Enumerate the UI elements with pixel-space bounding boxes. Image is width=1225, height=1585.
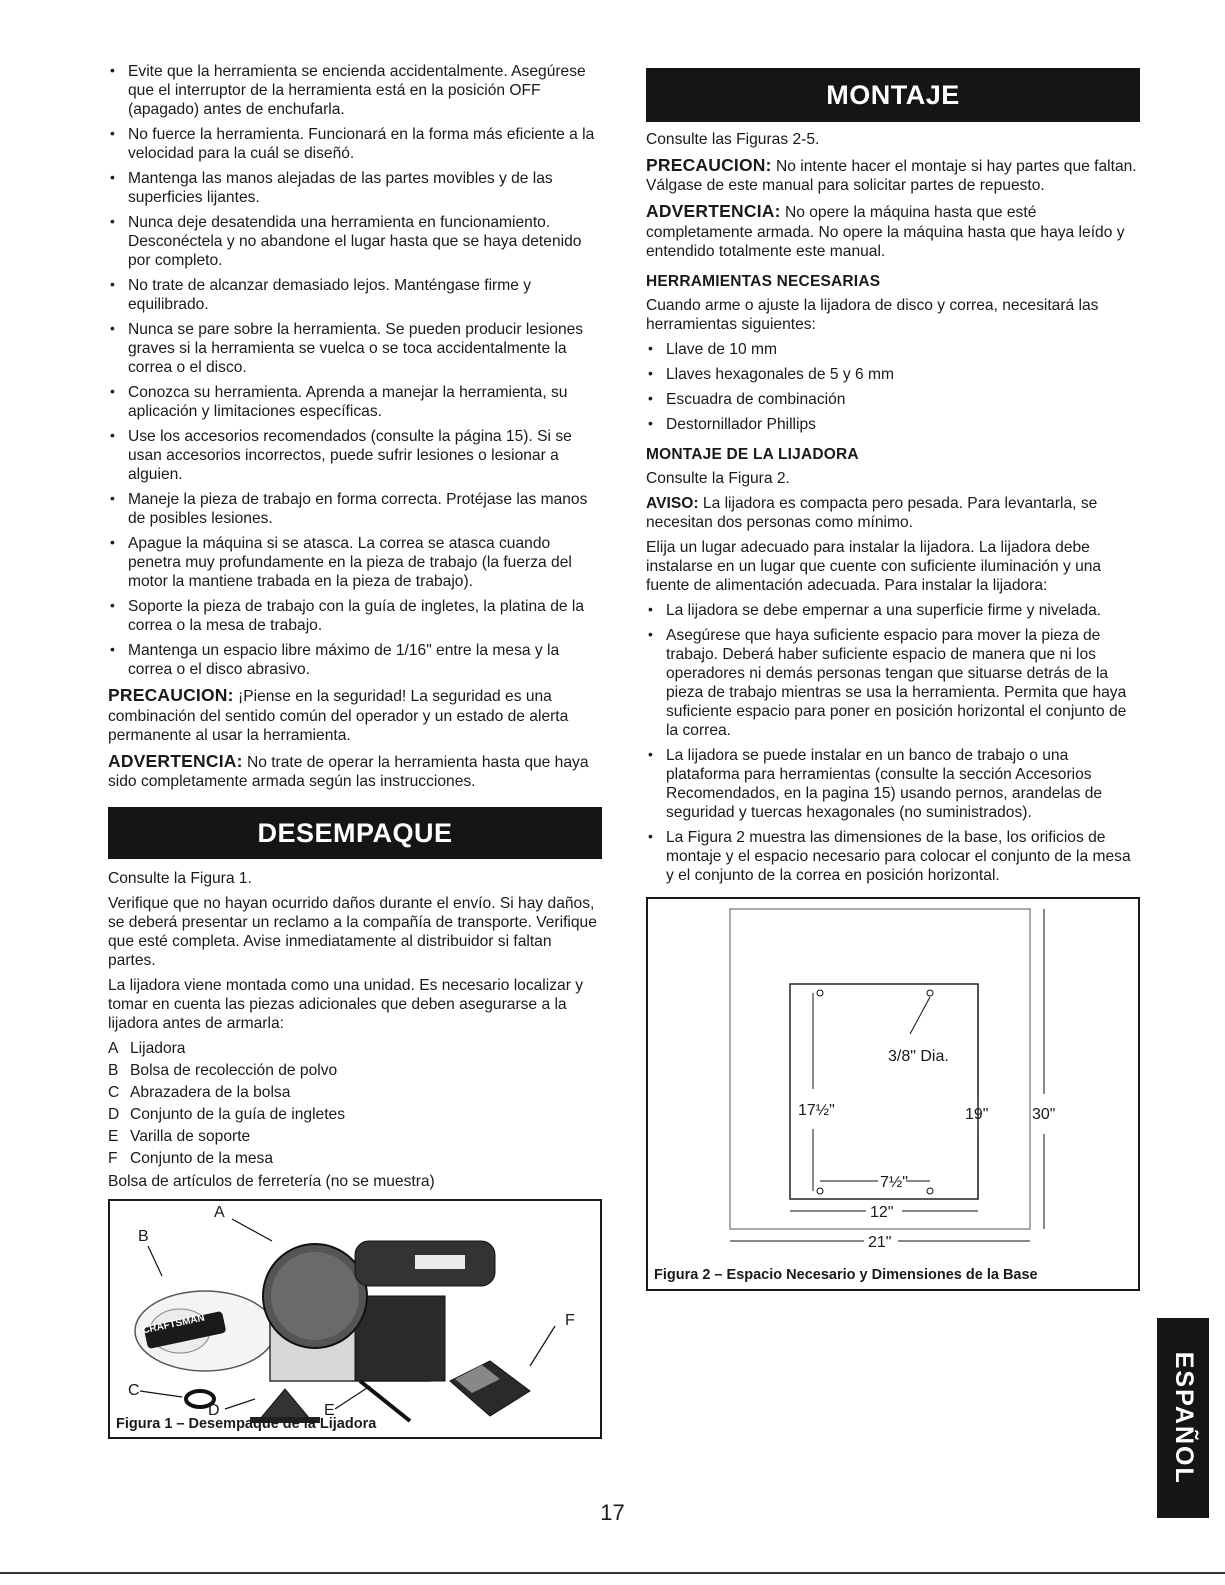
dimension-17-5: 17½" <box>798 1101 835 1119</box>
section-banner-desempaque: DESEMPAQUE <box>108 807 602 859</box>
left-column <box>108 62 602 1439</box>
list-item: • Soporte la pieza de trabajo con la guía de ingletes, la platina de la correa o la mesa de trabajo. <box>108 597 602 635</box>
warning-label: ADVERTENCIA: <box>646 201 781 222</box>
part-name: Varilla de soporte <box>130 1128 251 1146</box>
list-item: • No fuerce la herramienta. Funcionará en la forma más eficiente a la velocidad para la cuál se diseñó. <box>108 125 602 163</box>
list-item: • Nunca deje desatendida una herramienta en funcionamiento. Desconéctela y no abandone el lugar hasta que se haya detenido por completo. <box>108 213 602 270</box>
tools-list <box>646 340 1140 434</box>
precaution-label: PRECAUCION: <box>646 155 772 176</box>
list-item <box>108 1039 602 1058</box>
dimension-30: 30" <box>1032 1105 1056 1123</box>
bottom-rule <box>0 1572 1225 1574</box>
part-name: Conjunto de la guía de ingletes <box>130 1106 346 1124</box>
list-item: • Use los accesorios recomendados (consulte la página 15). Si se usan accesorios incorrectos, puede sufrir lesiones o lesionar a alguien. <box>108 427 602 484</box>
language-side-tab <box>1157 1318 1209 1518</box>
unpacking-paragraph: La lijadora viene montada como una unidad. Es necesario localizar y tomar en cuenta las piezas adicionales que deben asegurarse a la lijadora antes de armarla: <box>108 977 584 1033</box>
list-item <box>108 1105 602 1124</box>
warning-paragraph <box>108 751 602 791</box>
list-item <box>108 1149 602 1168</box>
list-item <box>108 1061 602 1080</box>
warning-paragraph <box>646 201 1140 260</box>
list-item: • Llave de 10 mm <box>646 340 1140 359</box>
part-letter: E <box>108 1128 119 1146</box>
tools-intro: Cuando arme o ajuste la lijadora de disco y correa, necesitará las herramientas siguientes: <box>646 296 1099 333</box>
figure-2-caption: Figura 2 – Espacio Necesario y Dimensiones de la Base <box>654 1267 1038 1284</box>
figure-label-f: F <box>565 1312 575 1330</box>
figure-label-c: C <box>128 1382 140 1400</box>
part-name: Lijadora <box>130 1040 186 1058</box>
notice-label: AVISO: <box>646 494 699 512</box>
list-item: • Mantenga un espacio libre máximo de 1/16" entre la mesa y la correa o el disco abrasivo. <box>108 641 602 679</box>
figure-2-base-dimensions <box>646 897 1140 1291</box>
section-banner-montaje: MONTAJE <box>646 68 1140 122</box>
list-item: • No trate de alcanzar demasiado lejos. Manténgase firme y equilibrado. <box>108 276 602 314</box>
safety-bullet-list <box>108 62 602 679</box>
parts-list <box>108 1039 602 1168</box>
warning-text: No trate de operar la herramienta hasta que haya sido completamente armada según las instrucciones. <box>108 753 589 791</box>
figure-reference: Consulte la Figura 1. <box>108 870 252 888</box>
list-item: • La Figura 2 muestra las dimensiones de la base, los orificios de montaje y el espacio necesario para colocar el conjunto de la mesa y el conjunto de la correa en posición horizontal. <box>646 828 1140 885</box>
assembly-heading: MONTAJE DE LA LIJADORA <box>646 445 859 463</box>
assembly-paragraph: Elija un lugar adecuado para instalar la lijadora. La lijadora debe instalarse en un lugar que cuente con suficiente iluminación y una fuente de alimentación adecuada. Para instalar la lijadora: <box>646 538 1102 594</box>
list-item: • Destornillador Phillips <box>646 415 1140 434</box>
list-item: • Asegúrese que haya suficiente espacio para mover la pieza de trabajo. Deberá haber suficiente espacio de manera que ni los operadores ni demás personas tengan que situarse detrás de la pieza de trabajo mientras se usa la herramienta. Permita que haya suficiente espacio para poner en posición horizontal el conjunto de la correa. <box>646 626 1140 740</box>
part-name: Abrazadera de la bolsa <box>130 1084 291 1102</box>
list-item: • Nunca se pare sobre la herramienta. Se pueden producir lesiones graves si la herramienta se vuelca o se toca accidentalmente la correa o el disco. <box>108 320 602 377</box>
tools-heading: HERRAMIENTAS NECESARIAS <box>646 272 881 290</box>
assembly-bullet-list <box>646 601 1140 885</box>
list-item: • Evite que la herramienta se encienda accidentalmente. Asegúrese que el interruptor de la herramienta está en la posición OFF (apagado) antes de enchufarla. <box>108 62 602 119</box>
notice-text: La lijadora es compacta pero pesada. Para levantarla, se necesitan dos personas como mínimo. <box>646 494 1098 531</box>
right-column <box>646 62 1140 1291</box>
dimension-hole-diameter: 3/8" Dia. <box>888 1047 949 1065</box>
dimension-19: 19" <box>965 1105 989 1123</box>
sander-illustration <box>263 1241 495 1381</box>
figure-reference: Consulte las Figuras 2-5. <box>646 131 820 148</box>
figure-label-d: D <box>208 1402 220 1420</box>
list-item <box>108 1083 602 1102</box>
figure-1-caption: Figura 1 – Desempaque de la Lijadora <box>116 1415 377 1432</box>
list-item: • Llaves hexagonales de 5 y 6 mm <box>646 365 1140 384</box>
brand-logo: CRAFTSMAN <box>141 1312 206 1337</box>
list-item: • Conozca su herramienta. Aprenda a manejar la herramienta, su aplicación y limitaciones específicas. <box>108 383 602 421</box>
dimension-7-5: 7½" <box>880 1173 908 1191</box>
page-number: 17 <box>600 1500 625 1525</box>
part-name: Bolsa de recolección de polvo <box>130 1062 338 1080</box>
figure-1-unpacking <box>108 1199 602 1439</box>
dimension-12: 12" <box>870 1203 894 1221</box>
warning-text: No opere la máquina hasta que esté completamente armada. No opere la máquina hasta que haya leído y entendido totalmente este manual. <box>646 204 1125 260</box>
part-letter: B <box>108 1062 119 1080</box>
precaution-text: No intente hacer el montaje si hay partes que faltan. Válgase de este manual para solicitar partes de repuesto. <box>646 158 1137 195</box>
figure-label-e: E <box>324 1402 335 1420</box>
figure-label-b: B <box>138 1228 149 1246</box>
list-item: • Maneje la pieza de trabajo en forma correcta. Protéjase las manos de posibles lesiones. <box>108 490 602 528</box>
figure-label-a: A <box>214 1204 225 1222</box>
notice-paragraph <box>646 494 1140 532</box>
precaution-text: ¡Piense en la seguridad! La seguridad es una combinación del sentido común del operador y un estado de alerta permanente al usar la herramienta. <box>108 688 569 744</box>
parts-note: Bolsa de artículos de ferretería (no se muestra) <box>108 1173 435 1191</box>
part-letter: F <box>108 1150 118 1168</box>
list-item <box>108 1127 602 1146</box>
table-assembly-illustration <box>450 1361 530 1416</box>
list-item: • Escuadra de combinación <box>646 390 1140 409</box>
precaution-label: PRECAUCION: <box>108 685 234 706</box>
part-name: Conjunto de la mesa <box>130 1150 274 1168</box>
side-tab-label: ESPAÑOL <box>1169 1351 1198 1485</box>
part-letter: A <box>108 1040 119 1058</box>
warning-label: ADVERTENCIA: <box>108 750 243 771</box>
figure-reference: Consulte la Figura 2. <box>646 469 790 487</box>
part-letter: C <box>108 1084 120 1102</box>
list-item: • Mantenga las manos alejadas de las partes movibles y de las superficies lijantes. <box>108 169 602 207</box>
precaution-paragraph <box>108 685 602 744</box>
list-item: • La lijadora se debe empernar a una superficie firme y nivelada. <box>646 601 1140 620</box>
list-item: • La lijadora se puede instalar en un banco de trabajo o una plataforma para herramientas (consulte la sección Accesorios Recomendados, en la pagina 15) usando pernos, arandelas de seguridad y tuercas hexagonales (no suministrados). <box>646 746 1140 822</box>
part-letter: D <box>108 1106 120 1124</box>
unpacking-paragraph: Verifique que no hayan ocurrido daños durante el envío. Si hay daños, se deberá presentar un reclamo a la compañía de transporte. Verifique que esté completa. Avise inmediatamente al distribuidor si faltan partes. <box>108 895 597 970</box>
list-item: • Apague la máquina si se atasca. La correa se atasca cuando penetra muy profundamente en la pieza de trabajo (la fuerza del motor la mantiene trabada en la pieza de trabajo). <box>108 534 602 591</box>
dimension-21: 21" <box>868 1233 892 1251</box>
precaution-paragraph <box>646 155 1140 195</box>
